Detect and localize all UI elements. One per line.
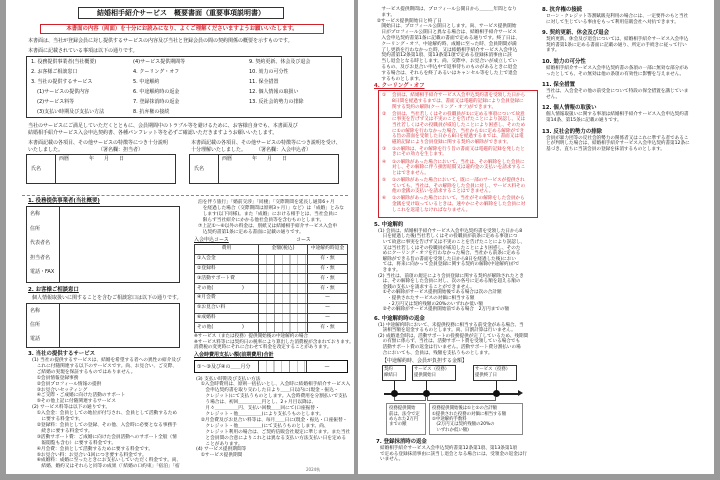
- refund-option[interactable]: —: [308, 303, 348, 313]
- section-7-text: 結婚相手紹介サービス入会申込契約書第12条第1項、第13条第1項 で定める登録抹消事由に該当し退会となる場合には、受領金の返金は行 いません。: [380, 446, 528, 463]
- fees-column: [194, 237, 354, 459]
- bracket: [427, 397, 496, 401]
- field-label: 名称: [30, 211, 41, 217]
- toc-item: 8. 抗弁権の接続: [133, 109, 170, 115]
- fee-label: ③活動サポート費: [195, 274, 259, 284]
- field-label: 担当者名: [30, 254, 51, 261]
- before-start-note: 役務提供開始 前は、法令で定 められた2万円 までの額: [386, 403, 426, 435]
- toc-item: 6. 中途解約時の返金: [133, 89, 180, 95]
- toc-item: 3. 当社の提供するサービス: [31, 79, 93, 85]
- toc-item: (4)サービス提供期間等: [133, 59, 186, 65]
- col-header: 中途解約時返金: [308, 245, 348, 255]
- fee-amount-field[interactable]: [259, 284, 308, 294]
- section-9: [542, 30, 712, 54]
- fees-note: ※サービス（または役務）提供開始後の中途解約の場合 ※サービス料等には契約日の税率により算出した消費税が含まれております。 消費税の変更時にそれに合わせて料金を改定することがあります。: [194, 334, 354, 351]
- page-front: [6, 0, 354, 474]
- contact-info-table: [26, 303, 180, 348]
- item-text: ①の解除があった場合において、当社がその解除をした会員から 金銭を受け取っているときは、速やかにその解除をした会員に対 しこれを返還しなければなりません。: [392, 196, 526, 213]
- cooling-off-item: [382, 178, 534, 195]
- contract-date-label: 契約 締結日: [382, 365, 406, 381]
- left-column: [372, 7, 538, 463]
- section-text: 個人情報取扱いに関する事項は結婚相手紹介サービス入会申込契約書 第14条、第15条に記載の通りです。: [546, 112, 689, 123]
- intro-text: 本書面に記載されている事項は以下の通りです。: [28, 48, 138, 54]
- fee-label: ⑥成婚料: [195, 313, 259, 323]
- fee-row: [195, 323, 348, 333]
- section-text: 当社は、入会金その他の前受金について特段の保全措置を講じていま せん。: [546, 89, 689, 100]
- section-3-continued: 泊を伴う旅行」「婚前交渉」「同棲」「交際期間を延長し通算6ヶ月 を経過した場合（交際期間は原則3ヶ月）」など）は「成婚」とみな します(以下同様)。また「成婚」における相手とは、当社会員に 限らず当社紹介にかかる他社会員等を含むものとします。 ⑦上記①～⑥以外の料金は、別紙又は結婚相手紹介サービス入会申 込契約書第1条に定める書面に記載の通りです。: [198, 200, 344, 235]
- section-5-text: (1) 会員は、結婚相手紹介サービス入会申込契約書を受領した日から8 日を経過した後(当社若しくはその役職員が前条に定める事項につ いて故意に事実を告げず又は不実のことを告げたことにより誤認し、 又は当社若しくはその役職員が威迫したことにより困惑し、そのた めにクーリング・オフを行わなかった場合、当社から前条に定める 解除ができる旨の書面を受領した日から8日を経過した後)におい ては、将来に向かって会員登録に関する契約の解除(中途解約)がで きます。 (2) 当社は、前項の規定により会員登録に関する契約が解除されたとき は、その解除をした会員に対し、次の各号に定める額を超える額の 金銭の支払いを請求することができません。 ①その解除がサービス提供開始後である場合は次の合計額 ・提供されたサービスの対価に相当する額 ・2万円又は契約残額の20%のいずれか低い額 ②その解除がサービス提供開始前である場合 2万円までの額: [378, 228, 526, 313]
- field-label: 電話: [30, 336, 41, 342]
- toc-item: 11. 保全措置: [249, 79, 279, 85]
- fee-amount-field[interactable]: [259, 293, 308, 303]
- item-text: 会員は、当社若しくはその役職員が①に定める事項について故意 に事実を告げず又は不実のことを告げたことにより誤認し、又は 当社若しくはその役職員が威迫したことにより困惑し、そのため に①の解除を行わなかった場合、当社から①に定める解除ができ る旨の書面を受領した日から8日を経過するまでは、書面又は電 磁的記録により会員登録に関する契約の解除ができます。: [392, 111, 526, 145]
- toc-item: 10. 効力の可分性: [249, 69, 289, 75]
- item-number: ④: [382, 159, 387, 165]
- divider: [22, 195, 348, 196]
- course-label: 入会申込コース: [194, 237, 229, 243]
- item-text: ①の解除があった場合において、既に一部のサービスが提供され ていても、当社は、その解除をした会員に対し、サービス料その 他の金銭の支払いを請求することはできません。: [392, 178, 526, 195]
- fee-row: [195, 254, 348, 264]
- fee-amount-field[interactable]: [259, 264, 308, 274]
- total-refund: —: [324, 363, 330, 370]
- fee-row: [195, 293, 348, 303]
- item-number: ②: [382, 111, 387, 117]
- section-text: ローン・クレジット等割賦販売利用の場合には、一定要件のもと当社 に対して生じている事由をもって利用信販会社へ対抗できます。: [546, 14, 689, 25]
- section-heading: 12. 個人情報の取扱い: [542, 105, 597, 112]
- fees-table: [194, 244, 348, 333]
- total-label: 入会時費用支払い額(前期費用)合計: [194, 351, 274, 358]
- cooling-off-box: [378, 90, 538, 217]
- table-of-contents: [26, 56, 342, 118]
- bracket: [394, 397, 426, 401]
- section-text: 結婚相手紹介サービス入会申込契約書の条項の一部に無効な部分があ ったとしても、その無効は他の条項の有効性に影響を与えません。: [546, 65, 689, 77]
- timeline-point: [423, 390, 430, 397]
- refund-option[interactable]: 有・無: [308, 274, 348, 284]
- toc-item: (1)サービスの提供内容: [37, 89, 90, 95]
- section-1-heading: 1. 役務提供事業者(当社概要): [28, 198, 100, 204]
- refund-option[interactable]: 有・無: [308, 254, 348, 264]
- section-8: [542, 7, 712, 25]
- toc-item: 2. お客様ご相談窓口: [31, 69, 78, 75]
- right-column: [542, 7, 712, 157]
- sign-left-text: 本書面記載の各項目、その他サービスの特徴等につき十分説明 いたしました。 （署名欄：担当者）: [28, 140, 168, 153]
- item-number: ⑤: [382, 178, 387, 184]
- fee-amount-field[interactable]: [259, 313, 308, 323]
- service-period-text: サービス提供期間は、プロフィール公開日から＿＿＿年間となり ます。 ②サービス提供開始日と終了日 開始日は、プロフィール公開日とします。尚、サービス提供開始 日がプロフィール公開日と異なる場合は、結婚相手紹介サービス 入会申込契約書第1条に記載の書面で定める通りです。終了日は、 クーリング・オフ、中途解約時、成婚に至った時、会員期間が満 了し更新を行わなかった時、又は結婚相手紹介サービス入会申込 契約書第12条第1項、第13条第1項で定める登録抹消事由に該 当し退会となる時とします。尚、交際中、お見合いが成立してい るもの、及びお見合い申込中で返事待ちのものがあるときに退会 する場合は、それらを終了あるいはキャンセル等をした上で退会 するものとします。: [376, 7, 520, 82]
- section-heading: 8. 抗弁権の接続: [542, 7, 583, 13]
- section-12: [542, 105, 712, 123]
- applicant-signature-field[interactable]: [189, 154, 339, 184]
- section-heading: 13. 反社会的勢力の排除: [542, 128, 602, 135]
- total-amount-field[interactable]: [259, 361, 307, 372]
- payment-text: (3) 支払い時期及び支払い方法 ①入会時費用は、原則一括払いとし、入会時に結婚相手紹介サービス入 会申込契約書を取り交わした日より＿＿日以内に(現金・振込・ クレジット)にて支払うものとします。入会時費用を分割払いで支払 う場合は、初回＿＿＿＿＿円とし、2ヶ月目以降は、 月々＿＿＿＿＿円、支払い回数＿＿回にて(口座振替・ クレジット・他＿＿＿＿＿)により支払うものとします。 ②月会費及びお見合い料等は、毎月＿＿日に(現金・振込・口座振替・ クレジット・他＿＿＿＿＿)にて支払うものとします。尚、 クレジット利用の場合は、ご契約信販会社規定に準じます。また当社 と会員間の合意によりこれとは異なる支払い方法支払い日を定める ことがあります。 (4) サービス提供期間等 ①サービス提供期間: [196, 376, 351, 459]
- refund-option[interactable]: —: [308, 313, 348, 323]
- field-label: 名称: [30, 308, 41, 314]
- field-label: 電話・FAX: [30, 269, 55, 275]
- item-number: ③: [382, 146, 387, 152]
- field-label: 代表者名: [30, 240, 51, 246]
- toc-item: 4. クーリング・オフ: [133, 69, 180, 75]
- section-3-text: (1) 当社の提供するサービスは、結婚を希望する者への異性の紹介及び これに付随関連する以下のサービスです。尚、お見合い、ご交際、 ご結婚の実現を保証するものではありません。 ①会員情報登録事務 ②会員プロフィール情報の提供 ③お見合いセッティング ④ご交際・ご成婚に向けた活動のサポート ⑤その他上記に付随関連するサービス (2) サービス料等は以下の通りです。 ①入会金：会員としての地位が付与され、会員として活動するため に要する料金です。 ②登録料：会員としての登録、その他、入会時に必要となる事務手 続きに要する料金です。 ③活動サポート費：ご成婚に向けた会員活動へのサポート全般（情 報閲覧も含む）に要する料金です。 ④月会費：会員として活動するために要する料金です。 ⑤お見合い料：お見合い1回につき要する料金です。 ⑥成婚料：成婚に至ったときにお支払いしていただく料金です。尚、 結婚、婚約又はそれらと同等の成果（「結婚の口約束」「宿泊」「宿: [32, 358, 182, 470]
- refund-option[interactable]: —: [308, 293, 348, 303]
- request-text: 当社のサービスにご満足していただくとともに、会員期間中のトラブル等を避けるために、お客様自身でも、本書面及び 結婚相手紹介サービス入会申込契約書、各種パンフレット等を必ずご確認いただきますようお願いいたします。: [28, 123, 298, 136]
- arrow-head-icon: [518, 390, 523, 396]
- company-info-table: [26, 206, 180, 283]
- total-row: [194, 360, 348, 373]
- fee-label: ④月会費: [195, 293, 259, 303]
- section-11: [542, 82, 712, 100]
- section-10: [542, 59, 712, 77]
- toc-item: (2)サービス料等: [37, 99, 75, 105]
- date-label: 西暦 年 月 日: [222, 156, 288, 162]
- col-header: 費用: [195, 245, 259, 255]
- timeline-point: [493, 390, 500, 397]
- section-text: 会員が暴力団等の反社会的勢力の関係者又はこれに準ずる者であるこ とが判明した場合は、結婚相手紹介サービス入会申込契約書第12条に 基づき、直ちに当該会員の登録を抹消するものとします。: [546, 135, 690, 152]
- toc-item: (3)支払い時期及び支払い方法: [37, 109, 105, 115]
- section-3-heading: 3. 当社の提供するサービス: [28, 351, 95, 357]
- page-back: [358, 0, 714, 474]
- refund-option[interactable]: 有・無: [308, 323, 348, 333]
- field-input-area[interactable]: [61, 208, 178, 281]
- section-6-text: (1) 中途解約時において、未提供役務に相当する前受金がある場合、当 該相当額を返金するものとします。尚、日割計算は行いません。 (2) 成婚退会時は、活動サポートの役務提供が完了しているため、残期間 の有無に係らず、当社は、活動サポート費を受領している場合でも 活動サポート費の返金は行いません。活動サポート費分割払いの場 合においても、会員は、残額を支払うものとします。: [378, 322, 529, 356]
- item-text: ①の解除があった場合において、当社は、その解除をした会員に 対し、その解除に伴う損害賠償又は違約金の支払いを請求するこ とはできません。: [392, 159, 526, 176]
- toc-item: 5. 中途解約: [133, 79, 160, 85]
- fee-amount-field[interactable]: [259, 323, 308, 333]
- item-number: ⑥: [382, 196, 387, 202]
- toc-item: 7. 登録抹消時の返金: [133, 99, 180, 105]
- diagram-title: 【中途解約時、会員が負担する金額】: [382, 358, 468, 365]
- after-start-note: 役務提供開始後は①と②の合計額 ①提供された役務の対価に相当する額 ②中途解約手数料 (2万円又は契約残額の20%の いずれか低い額): [429, 403, 523, 435]
- fee-row: [195, 264, 348, 274]
- toc-item: 12. 個人情報の取扱い: [249, 89, 299, 95]
- refund-diagram: [372, 358, 538, 436]
- fee-amount-field[interactable]: [259, 274, 308, 284]
- course-line: [194, 237, 350, 244]
- section-text: 契約更新、休会及び退会については、結婚相手紹介サービス入会申込 契約書第1条に定める書面に記載の通り、所定の手続きに従って行い ます。: [546, 37, 689, 54]
- total-row-label: ①～③及び④の＿＿月分: [195, 361, 259, 372]
- date-label: 西暦 年 月 日: [59, 156, 125, 162]
- section-2-sub: 個人情報取扱いに関することを含むご相談窓口は以下の通りです。: [32, 295, 182, 301]
- course-suffix: コース: [296, 237, 311, 243]
- cooling-off-item: [382, 160, 534, 177]
- fee-label: ⑤お見合い料: [195, 303, 259, 313]
- refund-option[interactable]: 有・無: [308, 264, 348, 274]
- fee-amount-field[interactable]: [259, 254, 308, 264]
- section-5-heading: 5. 中途解約: [374, 221, 404, 228]
- toc-item: 1. 役務提供事業者(当社概要): [31, 59, 97, 65]
- staff-signature-field[interactable]: [26, 154, 176, 184]
- field-label: 住所: [30, 322, 41, 328]
- cooling-off-item: [382, 112, 534, 146]
- fee-label: ①入会金: [195, 254, 259, 264]
- fee-amount-field[interactable]: [259, 303, 308, 313]
- notice-banner: 本書面の内容（両面）を十分にお読みになり、よくご理解くださいますようお願いいたします。: [40, 24, 324, 34]
- fee-row: [195, 284, 348, 294]
- name-label: 氏名: [31, 166, 42, 172]
- timeline-point: [391, 390, 398, 397]
- toc-item: 13. 反社会的勢力の排除: [249, 99, 304, 105]
- fee-row: [195, 303, 348, 313]
- intro-text: 本書面は、当社が登録会員に対し提供するサービスの内容及び当社と登録会員の間の契約関係の概要を示すものです。: [28, 38, 293, 44]
- section-heading: 9. 契約更新、休会及び退会: [542, 30, 609, 37]
- service-end-label: サービス（役務） 提供終了日: [473, 365, 517, 381]
- cooling-off-item: [382, 196, 534, 213]
- document-title: 結婚相手紹介サービス 概要書面（重要事項説明書）: [78, 7, 284, 19]
- section-2-heading: 2. お客様ご相談窓口: [28, 287, 79, 293]
- refund-option[interactable]: 有・無: [308, 284, 348, 294]
- fee-label: ②登録料: [195, 264, 259, 274]
- field-input-area[interactable]: [61, 305, 178, 346]
- item-text: ①の解除は、その解除を行う旨の書面又は電磁的記録を発したと きにその効力を生じます。: [392, 146, 525, 158]
- fee-row: [195, 274, 348, 284]
- cooling-off-item: [382, 93, 534, 110]
- col-header: 金額(税込): [259, 245, 308, 255]
- section-4-heading: 4. クーリング・オフ: [374, 83, 425, 90]
- sign-right-text: 本書面記載の各項目、その他サービスの特徴等につき説明を受け、 十分理解いたしました。 （署名欄：入会申込者）: [191, 140, 341, 153]
- service-start-label: サービス（役務） 提供開始日: [412, 365, 456, 381]
- field-label: 住所: [30, 225, 41, 232]
- section-13: [542, 129, 712, 153]
- cooling-off-item: [382, 147, 534, 158]
- section-heading: 11. 保全措置: [542, 82, 575, 89]
- fee-row: [195, 313, 348, 323]
- fee-label: その他( ): [195, 284, 259, 294]
- section-heading: 10. 効力の可分性: [542, 58, 586, 65]
- item-number: ①: [382, 93, 387, 99]
- name-label: 氏名: [194, 166, 205, 172]
- item-text: 会員は、結婚相手紹介サービス入会申込契約書を受領した日から 8日間を経過するまでは、書面又は電磁的記録により会員登録に 関する契約の解除(クーリング・オフ)ができます。: [392, 93, 526, 110]
- section-7-heading: 7. 登録抹消時の返金: [376, 439, 427, 446]
- section-6-heading: 6. 中途解約時の返金: [374, 315, 425, 322]
- fee-label: その他( ): [195, 323, 259, 333]
- toc-item: 9. 契約更新、休会及び退会: [249, 59, 311, 65]
- page-number: 2024秋: [306, 467, 321, 472]
